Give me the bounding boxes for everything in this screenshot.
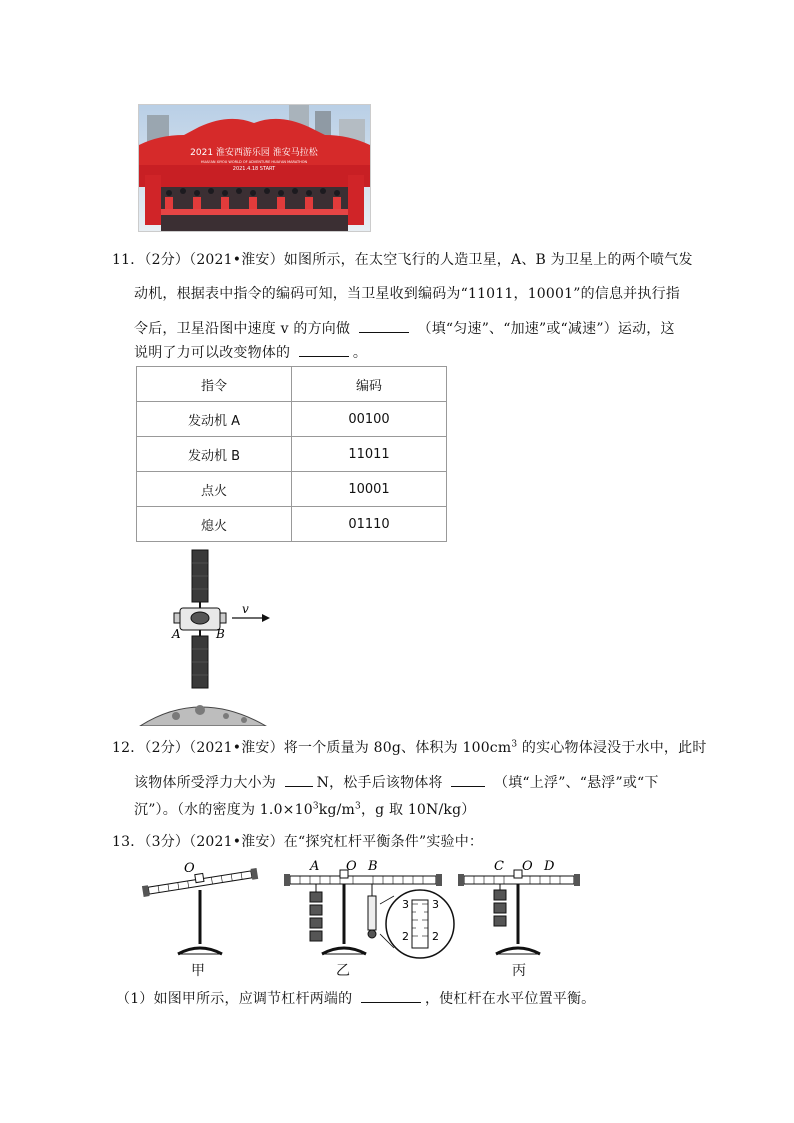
q12-line-3-start: 沉”）。（水的密度为 1.0×10 [134, 802, 313, 818]
satellite-diagram [136, 548, 286, 726]
lever-figure-yi [284, 859, 454, 958]
q11-line-1: 11．（2分）（2021•淮安）如图所示，在太空飞行的人造卫星，A、B 为卫星上的两个喷气发 [112, 252, 693, 268]
table-row [137, 402, 447, 437]
fig-yi-o-label: O [346, 859, 357, 874]
table-header-command: 指令 [137, 367, 292, 402]
table-row [137, 507, 447, 542]
fig-jia-o-label: O [184, 861, 195, 876]
table-cell: 发动机 A [137, 402, 292, 437]
q11-line-3 [134, 318, 675, 339]
q12-line-1 [112, 738, 707, 758]
table-row [137, 437, 447, 472]
q13-adjust-blank[interactable] [361, 988, 421, 1003]
lever-figure-bing [458, 859, 580, 954]
q11-force-blank[interactable] [299, 342, 349, 357]
photo-date-text: 2021.4.18 START [232, 166, 276, 172]
satellite-figure [136, 548, 286, 726]
table-cell: 11011 [292, 437, 447, 472]
q11-line-4-start: 说明了力可以改变物体的 [134, 345, 291, 361]
table-cell: 熄火 [137, 507, 292, 542]
q12-density-unit-exponent: 3 [355, 801, 361, 812]
q13-line-1: 13．（3分）（2021•淮安）在“探究杠杆平衡条件”实验中： [112, 834, 484, 850]
fig-yi-caption: 乙 [336, 963, 350, 979]
q12-line-2-mid: N，松手后该物体将 [316, 775, 443, 791]
q11-line-3-start: 令后，卫星沿图中速度 v 的方向做 [134, 321, 351, 337]
fig-bing-c-label: C [494, 859, 504, 874]
fig-jia-caption: 甲 [191, 963, 205, 979]
command-code-table [136, 366, 447, 542]
q12-volume-unit-exponent: 3 [511, 739, 518, 750]
table-cell: 01110 [292, 507, 447, 542]
fig-bing-d-label: D [544, 859, 555, 874]
engine-a-label: A [172, 627, 181, 641]
q12-line-2-start: 该物体所受浮力大小为 [134, 775, 276, 791]
table-cell: 10001 [292, 472, 447, 507]
scale-right-3: 3 [432, 898, 439, 911]
fig-bing-caption: 丙 [512, 963, 526, 979]
q13-sub-1-end: ，使杠杆在水平位置平衡。 [424, 991, 596, 1007]
q12-line-3-end: ，g 取 10N/kg） [360, 802, 476, 818]
table-header-row [137, 367, 447, 402]
q12-line-2 [134, 772, 659, 793]
table-row [137, 472, 447, 507]
fig-yi-a-label: A [310, 859, 320, 874]
photo-banner-text: 2021 淮安西游乐园 淮安马拉松 [190, 148, 318, 158]
q12-state-blank[interactable] [451, 772, 485, 787]
scale-left-2: 2 [402, 930, 409, 943]
q12-density-exponent: 3 [312, 801, 319, 812]
fig-bing-o-label: O [522, 859, 533, 874]
marathon-photo-art [139, 105, 370, 231]
q12-line-1-end: 的实心物体浸没于水中，此时 [517, 740, 707, 756]
q11-motion-blank[interactable] [359, 318, 409, 333]
table-header-code: 编码 [292, 367, 447, 402]
q13-sub-1 [116, 988, 595, 1009]
table-cell: 点火 [137, 472, 292, 507]
q13-sub-1-start: （1）如图甲所示，应调节杠杆两端的 [116, 991, 353, 1007]
table-cell: 发动机 B [137, 437, 292, 472]
scale-left-3: 3 [402, 898, 409, 911]
q12-line-3-unit: kg/m [318, 802, 356, 818]
velocity-label: v [242, 602, 249, 616]
engine-b-label: B [216, 627, 225, 641]
marathon-photo [138, 104, 371, 232]
q11-line-4-end: 。 [352, 345, 368, 361]
q11-line-4 [134, 342, 367, 363]
q12-line-2-end: （填“上浮”、“悬浮”或“下 [494, 775, 659, 791]
scale-right-2: 2 [432, 930, 439, 943]
q11-line-2: 动机，根据表中指令的编码可知，当卫星收到编码为“11011，10001”的信息并执行指 [134, 286, 680, 302]
q12-line-3 [134, 800, 475, 820]
table-cell: 00100 [292, 402, 447, 437]
q12-buoyancy-blank[interactable] [285, 772, 313, 787]
q11-line-3-end: （填“匀速”、“加速”或“减速”）运动，这 [417, 321, 675, 337]
photo-banner-subtext: HUAI'AN XIYOU WORLD OF ADVENTURE HUAI'AN MARATHON [200, 160, 308, 164]
fig-yi-b-label: B [368, 859, 378, 874]
lever-figure-jia [141, 861, 258, 954]
q12-line-1-start: 12．（2分）（2021•淮安）将一个质量为 80g、体积为 100cm [112, 740, 512, 756]
